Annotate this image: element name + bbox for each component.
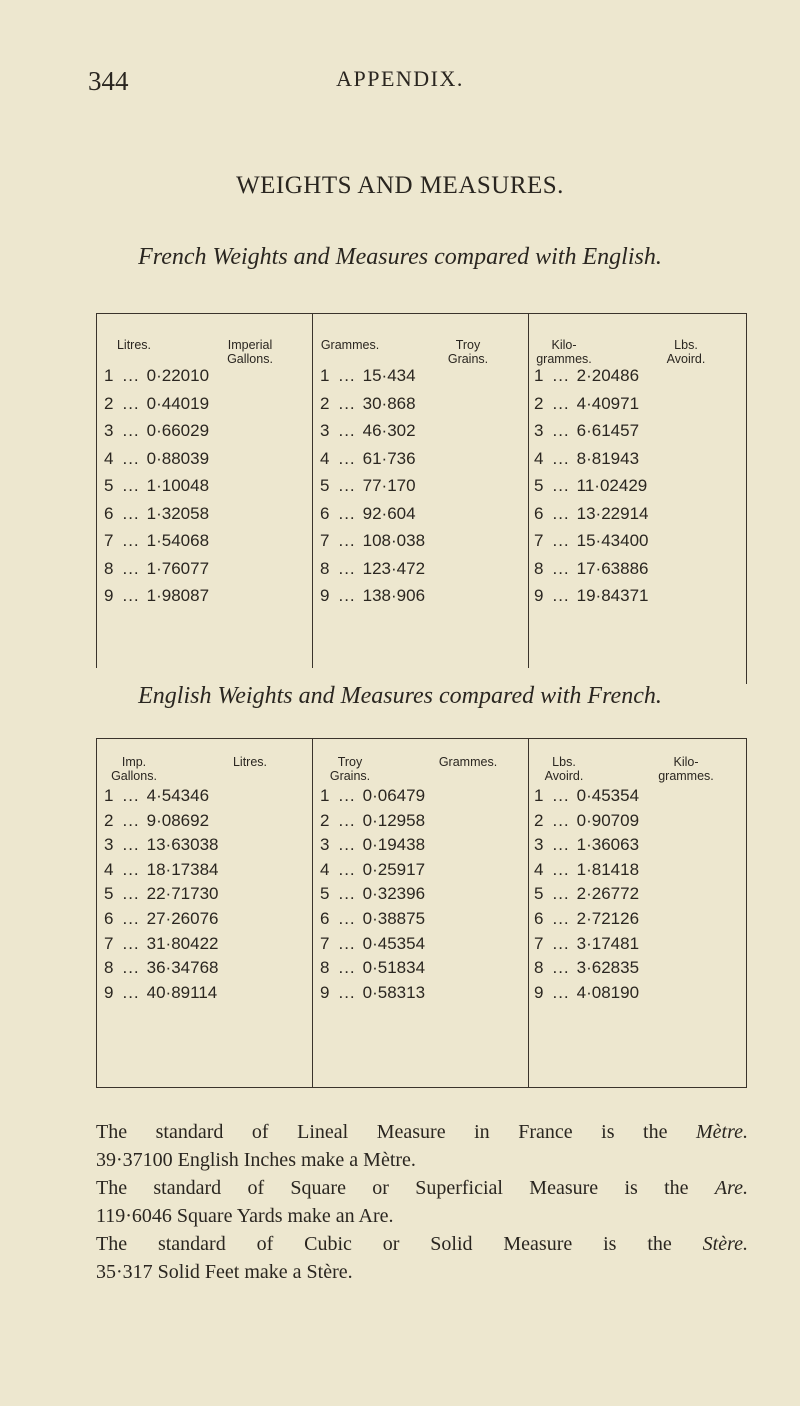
row-number: 3 xyxy=(320,835,330,855)
leader-dots: ... xyxy=(122,393,140,413)
row-number: 9 xyxy=(104,982,114,1002)
column-header: Imperial Gallons. xyxy=(227,338,273,366)
converted-value: 11·02429 xyxy=(576,476,648,495)
row-number: 5 xyxy=(534,884,544,904)
converted-value: 92·604 xyxy=(362,503,416,523)
row-number: 4 xyxy=(104,859,114,879)
converted-value: 0·06479 xyxy=(362,786,426,805)
table-row-entry xyxy=(104,983,217,1003)
converted-value: 1·36063 xyxy=(576,835,640,855)
table-row-entry xyxy=(104,934,218,954)
table-row-entry xyxy=(104,786,209,806)
table-row-entry xyxy=(104,504,209,524)
row-number: 8 xyxy=(534,558,544,578)
table-row-entry xyxy=(534,421,639,441)
table-row-entry xyxy=(104,421,209,441)
table-row-entry xyxy=(320,559,425,579)
note-text: 119·6046 Square Yards make an Are. xyxy=(96,1205,394,1227)
leader-dots: ... xyxy=(552,859,570,879)
converted-value: 1·98087 xyxy=(146,586,210,605)
note-stere xyxy=(96,1230,748,1286)
table-row-entry xyxy=(320,531,425,551)
row-number: 8 xyxy=(320,958,330,978)
table-row-entry xyxy=(104,909,218,929)
row-number: 6 xyxy=(534,909,544,928)
converted-value: 46·302 xyxy=(362,421,416,440)
converted-value: 2·72126 xyxy=(576,909,640,928)
converted-value: 77·170 xyxy=(362,476,416,495)
column-header: Litres. xyxy=(232,755,268,769)
leader-dots: ... xyxy=(552,586,570,605)
table-row-entry xyxy=(320,835,425,855)
leader-dots: ... xyxy=(552,476,570,495)
note-are xyxy=(96,1174,748,1230)
note-metre xyxy=(96,1118,748,1174)
french-comparison-table xyxy=(96,313,747,684)
leader-dots: ... xyxy=(122,933,140,953)
note-text: 35·317 Solid Feet make a Stère. xyxy=(96,1261,353,1283)
converted-value: 4·08190 xyxy=(576,982,640,1002)
table-row-entry xyxy=(104,449,209,469)
table-row-entry xyxy=(320,811,425,831)
french-table-subtitle: French Weights and Measures compared with English. xyxy=(138,244,662,270)
row-number: 1 xyxy=(534,786,544,805)
running-head: APPENDIX. xyxy=(336,66,464,91)
table-row-entry xyxy=(534,983,639,1003)
row-number: 3 xyxy=(104,835,114,855)
converted-value: 18·17384 xyxy=(146,859,219,879)
table-row-entry xyxy=(534,884,639,904)
converted-value: 15·434 xyxy=(362,366,416,385)
row-number: 2 xyxy=(104,393,114,413)
table-row-entry xyxy=(534,934,639,954)
converted-value: 3·17481 xyxy=(576,933,640,953)
leader-dots: ... xyxy=(122,884,140,904)
table-row-entry xyxy=(534,449,639,469)
converted-value: 8·81943 xyxy=(576,448,640,468)
note-unit: Are. xyxy=(714,1177,748,1199)
note-unit: Stère. xyxy=(702,1233,748,1255)
column-header: Kilo- grammes. xyxy=(658,755,714,783)
table-row-entry xyxy=(104,884,218,904)
column-header: Troy Grains. xyxy=(329,755,371,783)
converted-value: 4·54346 xyxy=(146,786,210,805)
table-row-entry xyxy=(534,559,648,579)
leader-dots: ... xyxy=(338,958,356,978)
column-header: Imp. Gallons. xyxy=(111,755,157,783)
row-number: 6 xyxy=(534,503,544,523)
table-row-entry xyxy=(320,394,416,414)
converted-value: 9·08692 xyxy=(146,810,210,830)
leader-dots: ... xyxy=(552,909,570,928)
table-row-entry xyxy=(320,476,416,496)
converted-value: 2·26772 xyxy=(576,884,640,904)
table-row-entry xyxy=(320,860,425,880)
row-number: 3 xyxy=(104,421,114,440)
table-row-entry xyxy=(320,366,416,386)
row-number: 2 xyxy=(534,393,544,413)
row-number: 8 xyxy=(104,558,114,578)
converted-value: 0·45354 xyxy=(576,786,640,805)
column-header: Grammes. xyxy=(438,755,498,769)
row-number: 6 xyxy=(320,909,330,928)
row-number: 7 xyxy=(104,933,114,953)
converted-value: 13·63038 xyxy=(146,835,219,855)
table-row-entry xyxy=(534,835,639,855)
row-number: 7 xyxy=(320,933,330,953)
table-row-entry xyxy=(320,786,425,806)
converted-value: 15·43400 xyxy=(576,531,649,550)
table-row-entry xyxy=(104,860,218,880)
leader-dots: ... xyxy=(552,835,570,855)
row-number: 9 xyxy=(320,982,330,1002)
leader-dots: ... xyxy=(552,531,570,550)
row-number: 7 xyxy=(534,531,544,550)
converted-value: 108·038 xyxy=(362,531,426,550)
table-row-entry xyxy=(320,884,425,904)
leader-dots: ... xyxy=(122,810,140,830)
row-number: 9 xyxy=(104,586,114,605)
note-unit: Mètre. xyxy=(695,1121,748,1143)
table-row-entry xyxy=(534,811,639,831)
leader-dots: ... xyxy=(122,503,140,523)
leader-dots: ... xyxy=(552,503,570,523)
leader-dots: ... xyxy=(338,810,356,830)
page-title: WEIGHTS AND MEASURES. xyxy=(236,172,564,199)
row-number: 7 xyxy=(104,531,114,550)
converted-value: 1·54068 xyxy=(146,531,210,550)
row-number: 4 xyxy=(320,859,330,879)
row-number: 4 xyxy=(534,448,544,468)
converted-value: 30·868 xyxy=(362,393,416,413)
converted-value: 0·44019 xyxy=(146,393,210,413)
table-row-entry xyxy=(320,934,425,954)
converted-value: 0·90709 xyxy=(576,810,640,830)
row-number: 3 xyxy=(534,835,544,855)
leader-dots: ... xyxy=(552,958,570,978)
table-row-entry xyxy=(104,811,209,831)
row-number: 5 xyxy=(320,476,330,495)
leader-dots: ... xyxy=(338,859,356,879)
table-row-entry xyxy=(320,421,416,441)
leader-dots: ... xyxy=(338,421,356,440)
table-row-entry xyxy=(534,504,648,524)
table-row-entry xyxy=(320,449,416,469)
table-left-rule xyxy=(96,314,97,668)
column-header: Troy Grains. xyxy=(447,338,489,366)
converted-value: 1·32058 xyxy=(146,503,210,523)
converted-value: 0·32396 xyxy=(362,884,426,904)
row-number: 5 xyxy=(534,476,544,495)
converted-value: 0·51834 xyxy=(362,958,426,978)
table-row-entry xyxy=(320,983,425,1003)
table-column-rule xyxy=(528,314,529,668)
converted-value: 0·22010 xyxy=(146,366,210,385)
row-number: 1 xyxy=(320,366,330,385)
leader-dots: ... xyxy=(552,558,570,578)
row-number: 4 xyxy=(534,859,544,879)
row-number: 8 xyxy=(320,558,330,578)
row-number: 2 xyxy=(534,810,544,830)
leader-dots: ... xyxy=(122,859,140,879)
converted-value: 27·26076 xyxy=(146,909,219,928)
note-text: The standard of Cubic or Solid Measure is the xyxy=(96,1233,703,1255)
converted-value: 31·80422 xyxy=(146,933,219,953)
note-text: The standard of Lineal Measure in France is the xyxy=(96,1121,696,1143)
converted-value: 0·58313 xyxy=(362,982,426,1002)
table-row-entry xyxy=(320,909,425,929)
converted-value: 19·84371 xyxy=(576,586,649,605)
converted-value: 0·19438 xyxy=(362,835,426,855)
converted-value: 138·906 xyxy=(362,586,426,605)
leader-dots: ... xyxy=(338,448,356,468)
table-row-entry xyxy=(534,394,639,414)
table-row-entry xyxy=(104,958,218,978)
leader-dots: ... xyxy=(122,366,140,385)
row-number: 2 xyxy=(320,393,330,413)
row-number: 7 xyxy=(320,531,330,550)
leader-dots: ... xyxy=(338,835,356,855)
table-row-entry xyxy=(534,958,639,978)
row-number: 5 xyxy=(320,884,330,904)
leader-dots: ... xyxy=(122,448,140,468)
row-number: 8 xyxy=(534,958,544,978)
leader-dots: ... xyxy=(552,448,570,468)
converted-value: 0·88039 xyxy=(146,448,210,468)
page-number: 344 xyxy=(88,66,129,96)
converted-value: 22·71730 xyxy=(146,884,219,904)
converted-value: 0·45354 xyxy=(362,933,426,953)
table-column-rule xyxy=(312,314,313,668)
table-row-entry xyxy=(534,909,639,929)
table-row-entry xyxy=(320,504,416,524)
table-row-entry xyxy=(320,586,425,606)
table-row-entry xyxy=(104,586,209,606)
column-header: Litres. xyxy=(116,338,152,352)
converted-value: 4·40971 xyxy=(576,393,640,413)
converted-value: 1·76077 xyxy=(146,558,210,578)
leader-dots: ... xyxy=(552,884,570,904)
table-row-entry xyxy=(104,531,209,551)
table-row-entry xyxy=(534,586,648,606)
leader-dots: ... xyxy=(122,786,140,805)
table-row-entry xyxy=(104,394,209,414)
english-table-subtitle: English Weights and Measures compared with French. xyxy=(138,683,662,709)
row-number: 1 xyxy=(320,786,330,805)
leader-dots: ... xyxy=(122,558,140,578)
leader-dots: ... xyxy=(122,586,140,605)
converted-value: 40·89114 xyxy=(146,982,218,1002)
leader-dots: ... xyxy=(122,909,140,928)
leader-dots: ... xyxy=(122,476,140,495)
leader-dots: ... xyxy=(552,421,570,440)
converted-value: 2·20486 xyxy=(576,366,640,385)
row-number: 6 xyxy=(104,503,114,523)
leader-dots: ... xyxy=(552,786,570,805)
leader-dots: ... xyxy=(338,503,356,523)
row-number: 6 xyxy=(320,503,330,523)
table-row-entry xyxy=(534,786,639,806)
table-row-entry xyxy=(320,958,425,978)
row-number: 9 xyxy=(534,586,544,605)
row-number: 9 xyxy=(534,982,544,1002)
leader-dots: ... xyxy=(552,982,570,1002)
table-row-entry xyxy=(534,366,639,386)
leader-dots: ... xyxy=(122,835,140,855)
leader-dots: ... xyxy=(122,531,140,550)
note-text: 39·37100 English Inches make a Mètre. xyxy=(96,1149,416,1171)
row-number: 5 xyxy=(104,476,114,495)
converted-value: 0·38875 xyxy=(362,909,426,928)
row-number: 3 xyxy=(534,421,544,440)
converted-value: 1·81418 xyxy=(576,859,640,879)
leader-dots: ... xyxy=(122,421,140,440)
row-number: 4 xyxy=(320,448,330,468)
column-header: Lbs. Avoird. xyxy=(666,338,706,366)
table-row-entry xyxy=(534,531,648,551)
table-row-entry xyxy=(104,559,209,579)
leader-dots: ... xyxy=(338,558,356,578)
column-header: Kilo- grammes. xyxy=(536,338,592,366)
row-number: 1 xyxy=(104,786,114,805)
row-number: 7 xyxy=(534,933,544,953)
leader-dots: ... xyxy=(122,982,140,1002)
table-column-rule xyxy=(312,739,313,1087)
column-header: Lbs. Avoird. xyxy=(544,755,584,783)
converted-value: 17·63886 xyxy=(576,558,649,578)
leader-dots: ... xyxy=(338,884,356,904)
table-column-rule xyxy=(528,739,529,1087)
leader-dots: ... xyxy=(338,933,356,953)
converted-value: 0·12958 xyxy=(362,810,426,830)
row-number: 8 xyxy=(104,958,114,978)
leader-dots: ... xyxy=(552,366,570,385)
table-row-entry xyxy=(104,476,209,496)
converted-value: 3·62835 xyxy=(576,958,640,978)
table-row-entry xyxy=(534,860,639,880)
row-number: 2 xyxy=(320,810,330,830)
converted-value: 61·736 xyxy=(362,448,416,468)
leader-dots: ... xyxy=(338,476,356,495)
row-number: 6 xyxy=(104,909,114,928)
row-number: 1 xyxy=(104,366,114,385)
column-header: Grammes. xyxy=(320,338,380,352)
leader-dots: ... xyxy=(338,982,356,1002)
leader-dots: ... xyxy=(552,393,570,413)
leader-dots: ... xyxy=(338,531,356,550)
converted-value: 0·25917 xyxy=(362,859,426,879)
table-row-entry xyxy=(104,835,218,855)
leader-dots: ... xyxy=(122,958,140,978)
leader-dots: ... xyxy=(338,366,356,385)
converted-value: 123·472 xyxy=(362,558,426,578)
row-number: 1 xyxy=(534,366,544,385)
table-left-rule xyxy=(96,739,97,1087)
row-number: 5 xyxy=(104,884,114,904)
english-comparison-table xyxy=(96,738,747,1088)
leader-dots: ... xyxy=(552,810,570,830)
leader-dots: ... xyxy=(338,393,356,413)
leader-dots: ... xyxy=(338,909,356,928)
converted-value: 0·66029 xyxy=(146,421,210,440)
leader-dots: ... xyxy=(338,786,356,805)
table-row-entry xyxy=(534,476,647,496)
note-text: The standard of Square or Superficial Measure is the xyxy=(96,1177,715,1199)
row-number: 2 xyxy=(104,810,114,830)
row-number: 4 xyxy=(104,448,114,468)
converted-value: 36·34768 xyxy=(146,958,219,978)
table-row-entry xyxy=(104,366,209,386)
row-number: 9 xyxy=(320,586,330,605)
converted-value: 6·61457 xyxy=(576,421,640,440)
leader-dots: ... xyxy=(552,933,570,953)
converted-value: 1·10048 xyxy=(146,476,210,495)
row-number: 3 xyxy=(320,421,330,440)
leader-dots: ... xyxy=(338,586,356,605)
converted-value: 13·22914 xyxy=(576,503,649,523)
